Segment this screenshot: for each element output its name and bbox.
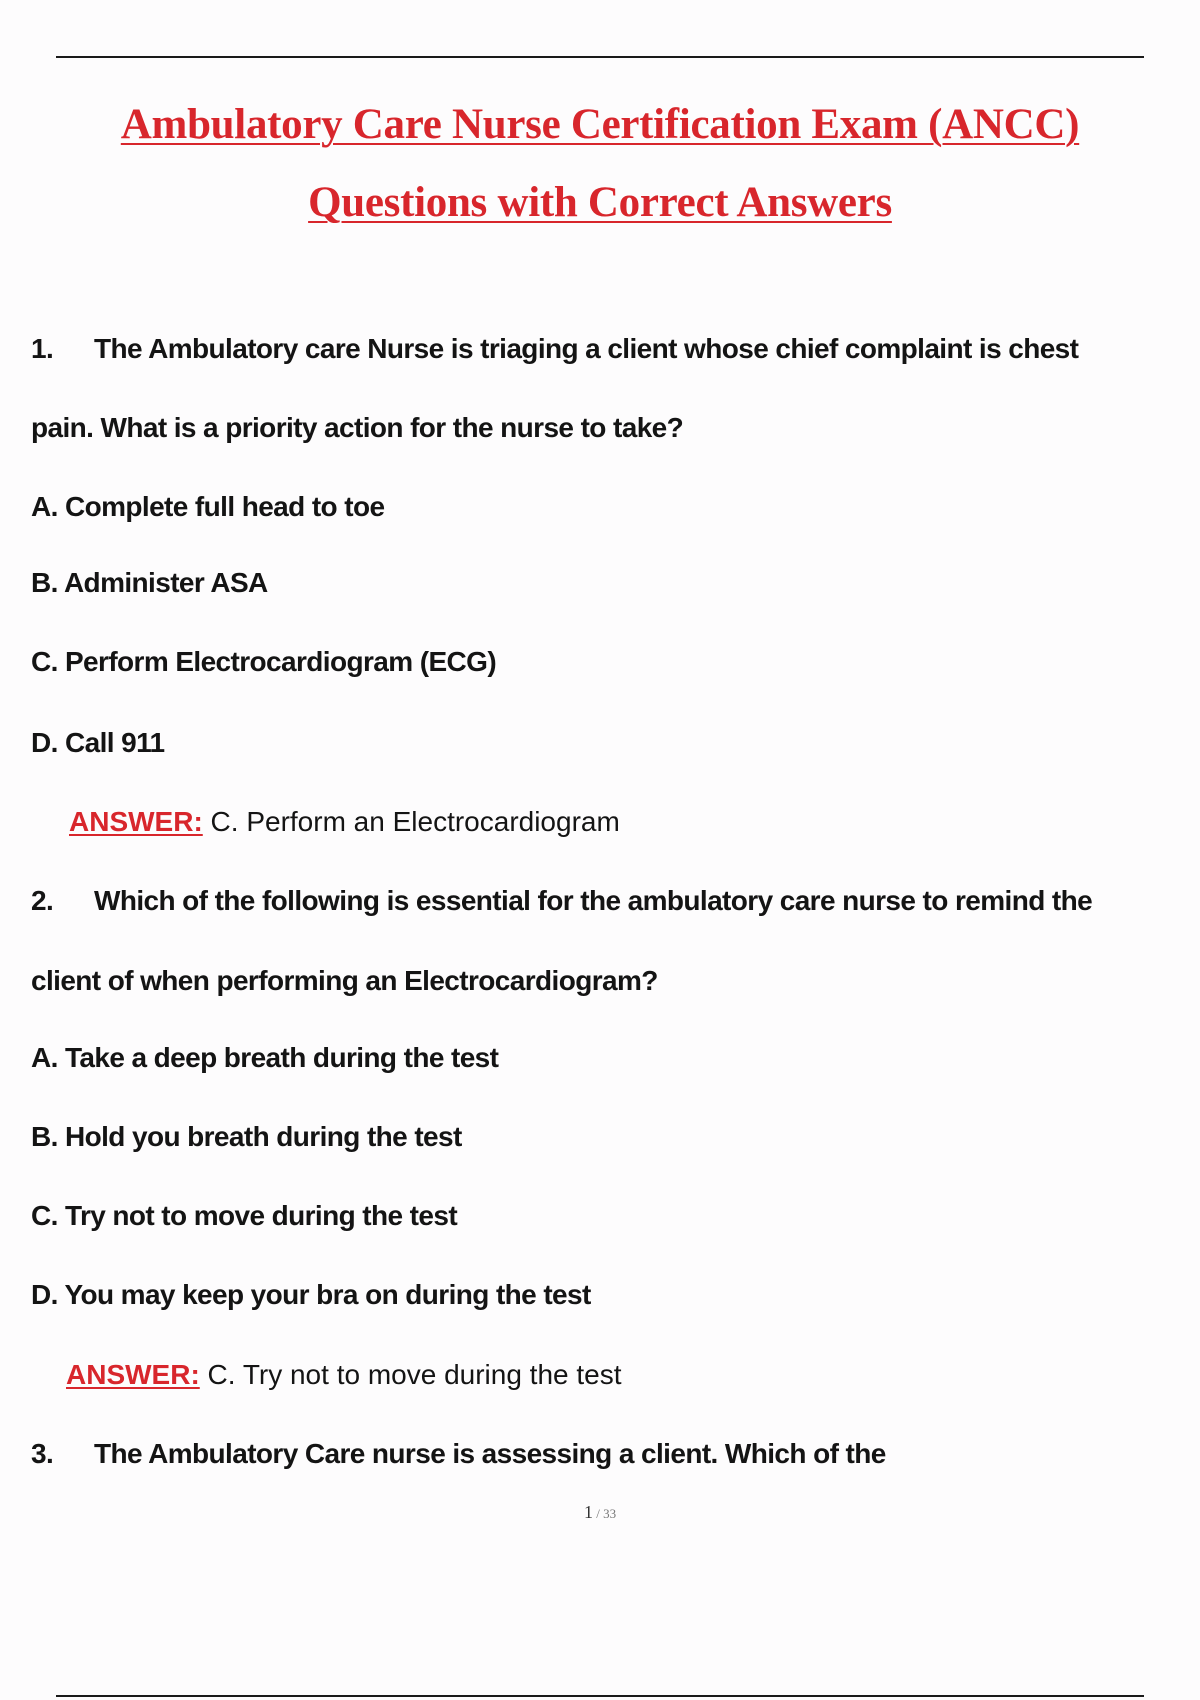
question-2-number: 2. — [31, 885, 54, 916]
question-3-text-line-1: The Ambulatory Care nurse is assessing a client. Which of the — [94, 1438, 886, 1469]
question-2-answer — [66, 1358, 622, 1392]
question-3-number: 3. — [31, 1438, 54, 1469]
question-2-text-line-1: Which of the following is essential for the ambulatory care nurse to remind the — [94, 885, 1093, 916]
question-1-stem — [31, 332, 1078, 366]
page-total: 33 — [603, 1506, 617, 1521]
top-divider — [56, 56, 1144, 58]
page-separator: / — [592, 1506, 604, 1521]
question-1-text-line-2: pain. What is a priority action for the nurse to take? — [31, 412, 684, 443]
question-2-option-c: C. Try not to move during the test — [31, 1200, 458, 1231]
question-2-option-d: D. You may keep your bra on during the test — [31, 1279, 591, 1310]
question-2-option-b: B. Hold you breath during the test — [31, 1121, 462, 1152]
question-1-answer-label: ANSWER: — [69, 806, 203, 837]
question-1-number: 1. — [31, 333, 54, 364]
question-1-option-b: B. Administer ASA — [31, 567, 268, 598]
question-1-answer — [69, 805, 620, 839]
page-indicator — [0, 1502, 1200, 1523]
question-3-stem — [31, 1437, 886, 1471]
question-2-answer-text: C. Try not to move during the test — [199, 1359, 622, 1390]
question-2-stem — [31, 884, 1092, 918]
question-1-answer-text: C. Perform an Electrocardiogram — [202, 806, 620, 837]
question-1-text-line-1: The Ambulatory care Nurse is triaging a client whose chief complaint is chest — [94, 333, 1079, 364]
question-1-option-c: C. Perform Electrocardiogram (ECG) — [31, 646, 497, 677]
question-1-option-d: D. Call 911 — [31, 727, 165, 758]
question-2-option-a: A. Take a deep breath during the test — [31, 1042, 499, 1073]
question-1-option-a: A. Complete full head to toe — [31, 491, 385, 522]
question-2-answer-label: ANSWER: — [66, 1359, 200, 1390]
question-2-text-line-2: client of when performing an Electrocardiogram? — [31, 965, 658, 996]
document-title-line-2: Questions with Correct Answers — [308, 179, 892, 226]
document-title-line-1: Ambulatory Care Nurse Certification Exam (ANCC) — [120, 101, 1080, 148]
bottom-divider — [56, 1695, 1144, 1697]
page-current: 1 — [583, 1502, 593, 1522]
